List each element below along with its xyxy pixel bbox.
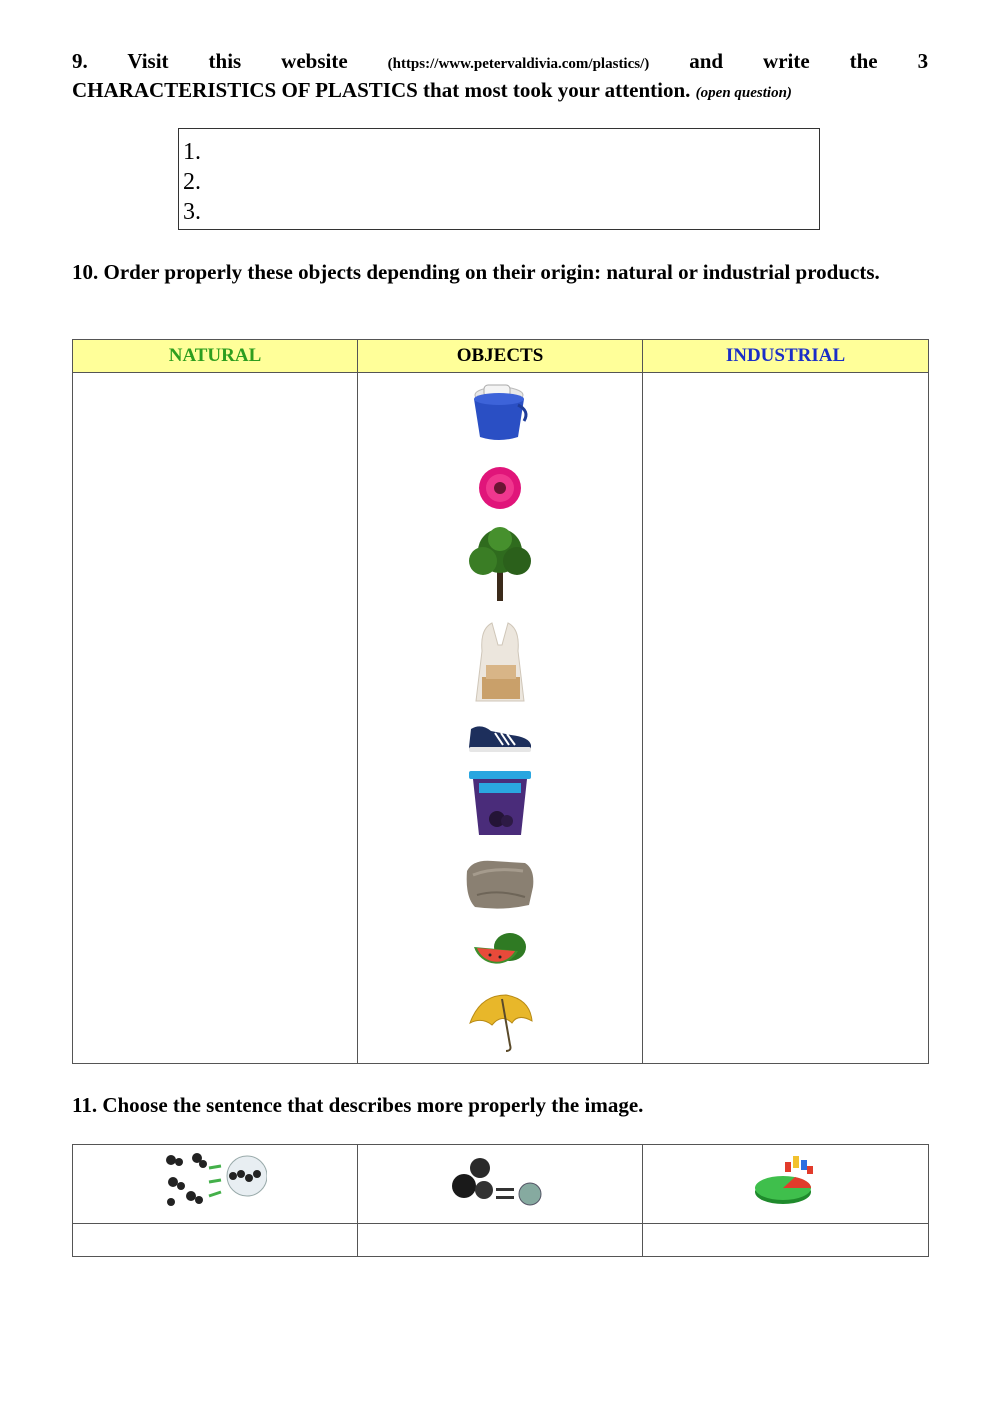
image-cell-3 xyxy=(643,1145,929,1224)
answer-cell-3[interactable] xyxy=(643,1224,929,1257)
tree-icon[interactable] xyxy=(465,525,535,601)
industrial-header: INDUSTRIAL xyxy=(643,340,929,373)
q10-text: 10. Order properly these objects depending on their origin: natural or industrial products. xyxy=(72,260,880,284)
rock-icon[interactable] xyxy=(463,857,537,911)
umbrella-icon[interactable] xyxy=(466,993,534,1053)
sneaker-icon[interactable] xyxy=(465,717,535,755)
image-cell-1 xyxy=(73,1145,358,1224)
question-10 xyxy=(72,258,928,286)
question-9-line-2 xyxy=(72,76,928,107)
q9-word: Visit xyxy=(127,49,169,73)
q9-word: 3 xyxy=(917,49,929,73)
q9-answer-box[interactable] xyxy=(178,128,820,230)
q9-word: the xyxy=(849,49,878,73)
natural-header: NATURAL xyxy=(73,340,358,373)
q9-word: website xyxy=(281,49,348,73)
yogurt-cup-icon[interactable] xyxy=(467,769,533,839)
watermelon-icon[interactable] xyxy=(472,929,528,969)
objects-header: OBJECTS xyxy=(358,340,643,373)
polymerization-icon xyxy=(163,1152,267,1212)
answer-line: 2. xyxy=(183,169,201,195)
q11-text: 11. Choose the sentence that describes more properly the image. xyxy=(72,1093,644,1117)
answer-line: 3. xyxy=(183,199,201,225)
sorting-table xyxy=(72,339,929,1064)
answer-line: 1. xyxy=(183,139,201,165)
q9-number: 9. xyxy=(72,49,88,73)
sentence-table xyxy=(72,1144,929,1257)
plastic-bag-icon[interactable] xyxy=(470,621,530,705)
question-9 xyxy=(72,47,928,78)
q9-note: (open question) xyxy=(695,85,792,101)
question-11 xyxy=(72,1091,928,1119)
q9-word: this xyxy=(208,49,242,73)
objects-column xyxy=(358,373,643,1064)
q9-url: (https://www.petervaldivia.com/plastics/) xyxy=(387,56,650,72)
q9-word: and xyxy=(689,49,724,73)
molecule-equals-icon xyxy=(450,1152,550,1212)
industrial-drop-zone[interactable] xyxy=(643,373,929,1064)
bucket-icon[interactable] xyxy=(468,381,532,443)
pie-chart-icon xyxy=(751,1152,821,1212)
q9-line2: CHARACTERISTICS OF PLASTICS that most took your attention. xyxy=(72,78,691,102)
answer-cell-1[interactable] xyxy=(73,1224,358,1257)
natural-drop-zone[interactable] xyxy=(73,373,358,1064)
q9-word: write xyxy=(763,49,810,73)
flower-icon[interactable] xyxy=(477,465,523,511)
answer-cell-2[interactable] xyxy=(358,1224,643,1257)
image-cell-2 xyxy=(358,1145,643,1224)
